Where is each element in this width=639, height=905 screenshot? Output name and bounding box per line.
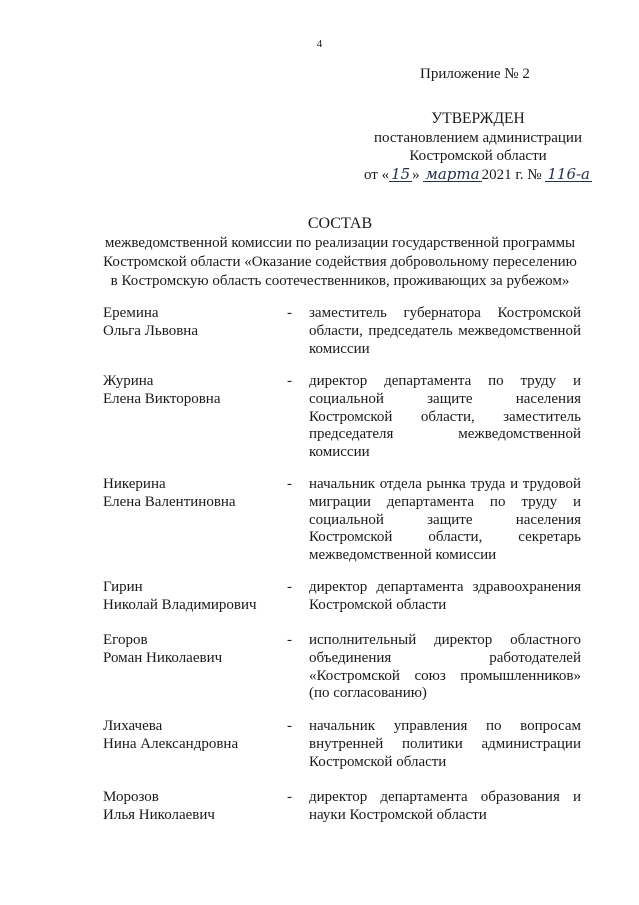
member-given-name: Ольга Львовна xyxy=(103,322,198,339)
member-name xyxy=(103,373,283,409)
appendix-label: Приложение № 2 xyxy=(420,66,530,82)
member-dash: - xyxy=(287,305,292,321)
member-name xyxy=(103,789,283,825)
member-given-name: Николай Владимирович xyxy=(103,596,257,613)
member-dash: - xyxy=(287,718,292,734)
approved-title: УТВЕРЖДЕН xyxy=(431,110,525,127)
member-dash: - xyxy=(287,789,292,805)
composition-title: СОСТАВ xyxy=(307,215,373,232)
member-given-name: Елена Викторовна xyxy=(103,390,221,407)
member-position: начальник отдела рынка труда и трудовой миграции департамента по труду и социальной защите населения Костромской области, секретарь межведомственной комиссии xyxy=(309,476,581,564)
member-name xyxy=(103,718,283,754)
date-year: 2021 г. № xyxy=(481,166,542,183)
member-dash: - xyxy=(287,632,292,648)
member-position: директор департамента по труду и социальной защите населения Костромской области, заместитель председателя межведомственной комиссии xyxy=(309,373,581,461)
approval-date-line xyxy=(340,166,616,185)
member-position: исполнительный директор областного объединения работодателей «Костромской союз промышленников» (по согласованию) xyxy=(309,632,581,702)
member-dash: - xyxy=(287,476,292,492)
handwritten-month: марта xyxy=(425,164,480,183)
member-given-name: Роман Николаевич xyxy=(103,649,223,666)
member-surname: Морозов xyxy=(103,789,159,805)
member-surname: Гирин xyxy=(103,579,143,595)
member-name xyxy=(103,305,283,341)
approved-line-1: постановлением администрации xyxy=(374,129,582,146)
member-dash: - xyxy=(287,373,292,389)
member-name xyxy=(103,579,283,615)
member-position: заместитель губернатора Костромской области, председатель межведомственной комиссии xyxy=(309,305,581,357)
approval-stamp xyxy=(340,110,616,184)
member-given-name: Нина Александровна xyxy=(103,735,239,752)
member-surname: Егоров xyxy=(103,632,148,648)
member-surname: Журина xyxy=(103,373,154,389)
member-position: директор департамента здравоохранения Костромской области xyxy=(309,579,581,613)
member-surname: Никерина xyxy=(103,476,166,492)
composition-subtitle-1: межведомственной комиссии по реализации государственной программы xyxy=(104,235,576,251)
member-surname: Лихачева xyxy=(103,718,163,734)
member-name xyxy=(103,476,283,512)
date-prefix: от « xyxy=(363,166,390,183)
composition-heading xyxy=(70,214,610,291)
handwritten-number: 116-а xyxy=(547,164,591,183)
composition-subtitle-2: Костромской области «Оказание содействия добровольному переселению xyxy=(103,254,577,270)
member-given-name: Илья Николаевич xyxy=(103,806,215,823)
date-quote: » xyxy=(412,166,420,183)
member-surname: Еремина xyxy=(103,305,159,321)
approved-line-2: Костромской области xyxy=(409,148,547,164)
member-given-name: Елена Валентиновна xyxy=(103,493,236,510)
member-position: начальник управления по вопросам внутренней политики администрации Костромской области xyxy=(309,718,581,770)
handwritten-day: 15 xyxy=(391,164,411,183)
page-number: 4 xyxy=(316,38,323,50)
composition-subtitle-3: в Костромскую область соотечественников, проживающих за рубежом» xyxy=(110,273,570,289)
member-position: директор департамента образования и науки Костромской области xyxy=(309,789,581,823)
member-name xyxy=(103,632,283,668)
member-dash: - xyxy=(287,579,292,595)
